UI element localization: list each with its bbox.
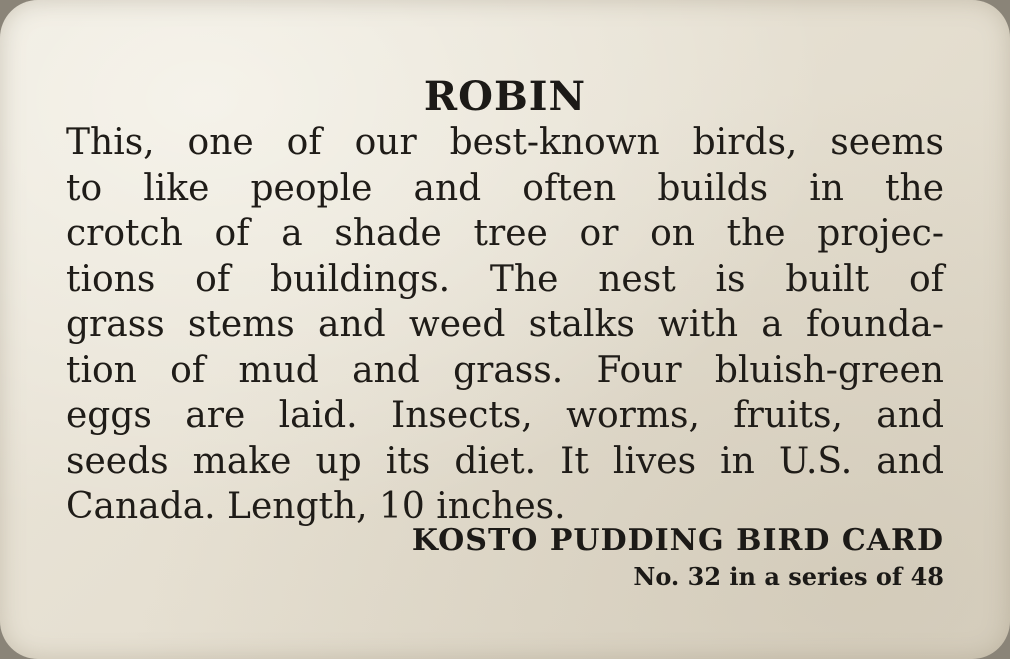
description-line: tions of buildings. The nest is built of <box>66 258 944 300</box>
card-title: ROBIN <box>423 73 587 120</box>
publisher-line: KOSTO PUDDING BIRD CARD <box>411 523 944 558</box>
card-description <box>66 120 944 530</box>
description-line: Canada. Length, 10 inches. <box>66 486 566 527</box>
description-line: tion of mud and grass. Four bluish-green <box>66 349 944 391</box>
description-line: crotch of a shade tree or on the projec- <box>66 213 944 254</box>
series-number: No. 32 in a series of 48 <box>633 562 944 591</box>
description-line: to like people and often builds in the <box>66 167 944 209</box>
description-line: grass stems and weed stalks with a founda- <box>66 304 944 345</box>
description-line: This, one of our best-known birds, seems <box>66 122 944 163</box>
description-line: eggs are laid. Insects, worms, fruits, and <box>66 395 944 436</box>
description-line: seeds make up its diet. It lives in U.S. and <box>66 440 944 482</box>
